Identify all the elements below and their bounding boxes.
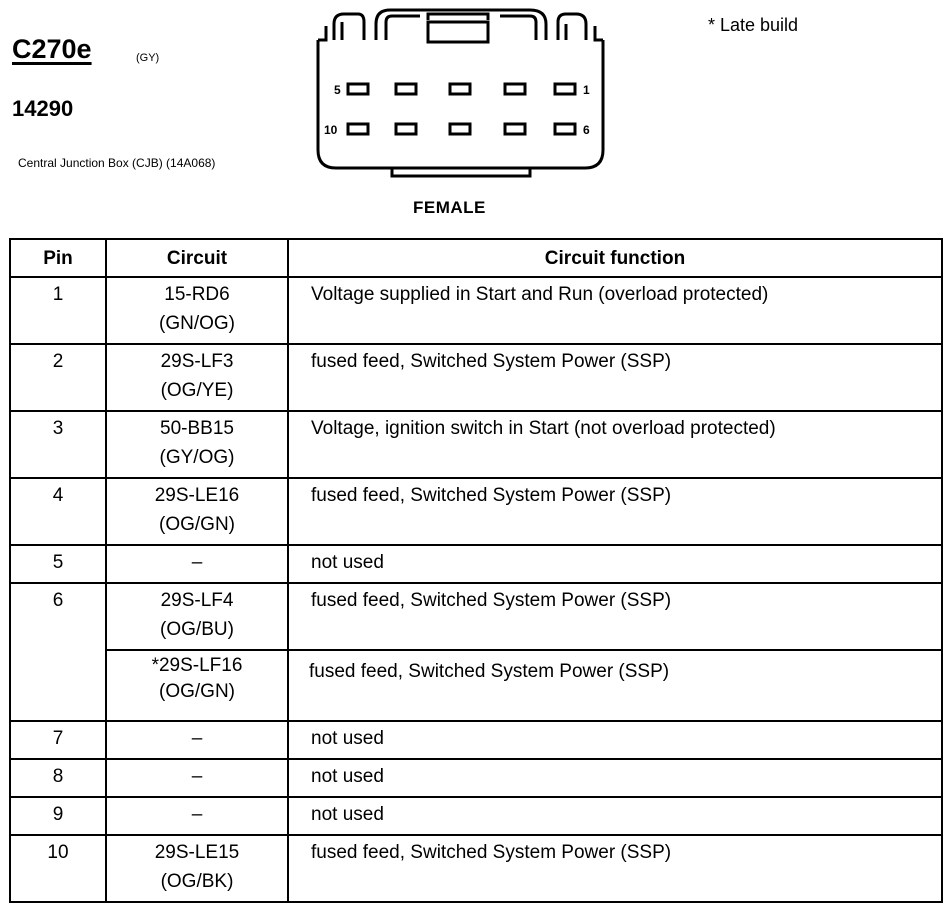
circuit-id: – <box>191 728 203 749</box>
table-row <box>10 478 942 545</box>
circuit-function: fused feed, Switched System Power (SSP) <box>288 478 942 545</box>
circuit-cell <box>106 277 288 344</box>
table-row <box>10 344 942 411</box>
pin-label-1: 1 <box>583 83 590 97</box>
table-row <box>10 797 942 835</box>
connector-color-code: (GY) <box>136 52 160 64</box>
circuit-function: fused feed, Switched System Power (SSP) <box>288 344 942 411</box>
pin-label-10: 10 <box>324 123 338 137</box>
late-build-note: * Late build <box>708 15 799 35</box>
pin-number: 8 <box>10 759 106 797</box>
header-circuit: Circuit <box>106 239 288 277</box>
circuit-cell <box>106 650 288 721</box>
cavity-9 <box>396 124 416 134</box>
header-pin: Pin <box>10 239 106 277</box>
pin-label-6: 6 <box>583 123 590 137</box>
circuit-cell <box>106 545 288 583</box>
circuit-id: 29S-LF4 <box>160 590 234 611</box>
pin-number: 10 <box>10 835 106 902</box>
connector-latch-right <box>558 14 586 40</box>
pin-number: 9 <box>10 797 106 835</box>
circuit-function: not used <box>288 797 942 835</box>
table-row <box>10 545 942 583</box>
table-header-row <box>10 239 942 277</box>
header-function: Circuit function <box>288 239 942 277</box>
wire-color: (GY/OG) <box>159 447 235 468</box>
cavity-7 <box>505 124 525 134</box>
circuit-id: 50-BB15 <box>160 418 234 439</box>
cavity-5 <box>348 84 368 94</box>
circuit-id: – <box>191 766 203 787</box>
wire-color: (OG/BK) <box>160 871 234 892</box>
pin-number: 5 <box>10 545 106 583</box>
connector-key <box>428 22 488 42</box>
circuit-cell <box>106 721 288 759</box>
table-row <box>10 583 942 650</box>
wire-color: (OG/GN) <box>159 681 235 702</box>
circuit-function: fused feed, Switched System Power (SSP) <box>288 835 942 902</box>
cavity-8 <box>450 124 470 134</box>
circuit-cell <box>106 344 288 411</box>
table-row <box>10 650 942 721</box>
circuit-id: *29S-LF16 <box>151 655 243 676</box>
circuit-cell <box>106 478 288 545</box>
table-row <box>10 835 942 902</box>
circuit-function: Voltage supplied in Start and Run (overload protected) <box>288 277 942 344</box>
circuit-id: – <box>191 552 203 573</box>
circuit-cell <box>106 583 288 650</box>
pin-label-5: 5 <box>334 83 341 97</box>
pin-number: 2 <box>10 344 106 411</box>
circuit-function: not used <box>288 721 942 759</box>
table-row <box>10 411 942 478</box>
cavity-3 <box>450 84 470 94</box>
connector-gender: FEMALE <box>413 198 486 217</box>
wire-color: (GN/OG) <box>159 313 235 334</box>
connector-face-diagram <box>300 0 620 195</box>
circuit-function: fused feed, Switched System Power (SSP) <box>288 583 942 650</box>
cavity-1 <box>555 84 575 94</box>
cavity-10 <box>348 124 368 134</box>
circuit-cell <box>106 411 288 478</box>
connector-id: C270e <box>12 34 92 64</box>
pin-number: 1 <box>10 277 106 344</box>
connector-location: Central Junction Box (CJB) (14A068) <box>18 156 216 170</box>
circuit-function: fused feed, Switched System Power (SSP) <box>288 650 942 721</box>
circuit-id: – <box>191 804 203 825</box>
connector-body-outline <box>318 40 603 168</box>
circuit-function: Voltage, ignition switch in Start (not overload protected) <box>288 411 942 478</box>
pin-number: 6 <box>10 583 106 721</box>
circuit-cell <box>106 835 288 902</box>
cavity-2 <box>505 84 525 94</box>
circuit-function: not used <box>288 759 942 797</box>
circuit-id: 29S-LE16 <box>154 485 240 506</box>
cavity-6 <box>555 124 575 134</box>
circuit-id: 29S-LF3 <box>160 351 234 372</box>
circuit-id: 15-RD6 <box>164 284 230 305</box>
table-row <box>10 277 942 344</box>
wire-color: (OG/GN) <box>159 514 235 535</box>
table-row <box>10 759 942 797</box>
table-row <box>10 721 942 759</box>
pin-number: 4 <box>10 478 106 545</box>
cavity-4 <box>396 84 416 94</box>
wire-color: (OG/YE) <box>160 380 234 401</box>
pin-number: 7 <box>10 721 106 759</box>
part-number: 14290 <box>12 96 74 121</box>
pin-table <box>9 238 943 903</box>
circuit-function: not used <box>288 545 942 583</box>
circuit-cell <box>106 797 288 835</box>
circuit-id: 29S-LE15 <box>154 842 240 863</box>
wire-color: (OG/BU) <box>160 619 234 640</box>
connector-latch-left <box>334 14 364 40</box>
circuit-cell <box>106 759 288 797</box>
pin-number: 3 <box>10 411 106 478</box>
